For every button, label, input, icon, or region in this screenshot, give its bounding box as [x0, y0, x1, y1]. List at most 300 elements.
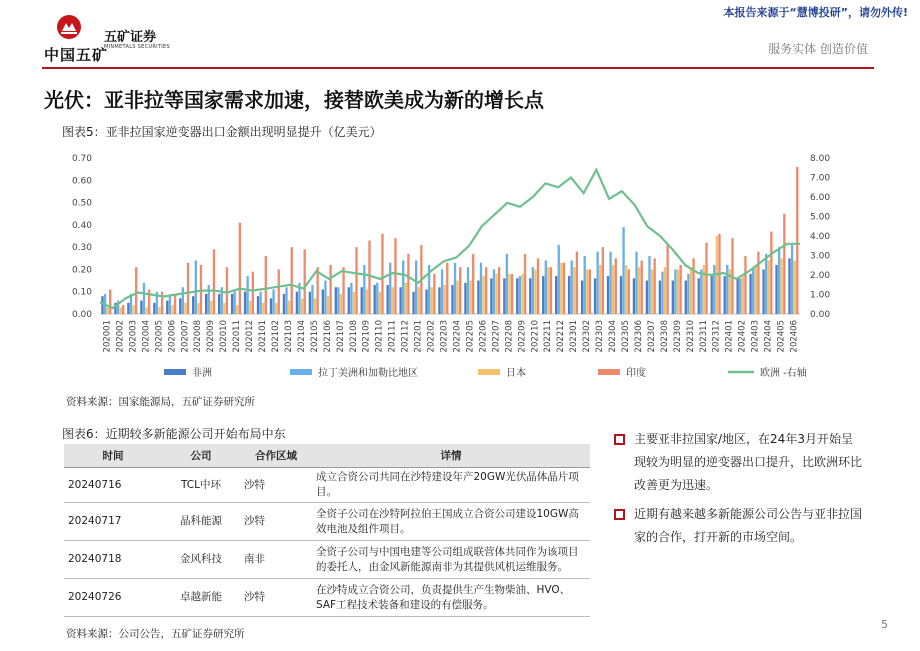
bullet-text: 近期有越来越多新能源公司公告与亚非拉国家的合作，打开新的市场空间。	[634, 507, 863, 544]
x-tick-label: 202312	[711, 320, 722, 353]
y2-tick-label: 1.00	[810, 290, 831, 301]
bar-1	[441, 269, 443, 314]
bar-2	[340, 294, 342, 314]
company-logo	[42, 14, 172, 66]
bar-1	[558, 245, 560, 314]
table-header-row	[64, 444, 590, 468]
bar-0	[361, 287, 363, 314]
bar-3	[381, 234, 383, 314]
legend-swatch	[290, 369, 312, 375]
x-tick-label: 202401	[724, 320, 735, 353]
bar-0	[309, 292, 311, 314]
bar-3	[407, 254, 409, 314]
bar-2	[327, 296, 329, 314]
bar-0	[685, 281, 687, 314]
cell-detail: 全资子公司在沙特阿拉伯王国成立合资公司建设10GW高效电池及组件项目。	[312, 503, 590, 541]
bar-3	[654, 258, 656, 314]
y2-tick-label: 3.00	[810, 251, 831, 262]
bar-0	[646, 281, 648, 314]
bar-2	[586, 269, 588, 314]
bar-0	[568, 276, 570, 314]
page-title: 光伏：亚非拉等国家需求加速，接替欧美成为新的增长点	[44, 88, 544, 112]
bar-3	[291, 247, 293, 314]
bar-3	[692, 258, 694, 314]
bar-0	[749, 274, 751, 314]
x-tick-label: 202210	[530, 320, 541, 353]
bar-2	[158, 307, 160, 314]
bar-1	[765, 254, 767, 314]
bar-1	[571, 261, 573, 314]
bar-2	[366, 289, 368, 314]
bar-1	[454, 263, 456, 314]
x-tick-label: 202003	[128, 320, 139, 353]
square-bullet-icon	[614, 509, 625, 520]
bar-1	[584, 256, 586, 314]
x-tick-label: 202308	[659, 320, 670, 353]
x-tick-label: 202302	[582, 320, 593, 353]
bar-1	[182, 287, 184, 314]
legend-label: 印度	[626, 368, 646, 379]
figure5-source: 资料来源：国家能源局，五矿证券研究所	[66, 396, 255, 408]
bar-3	[783, 214, 785, 314]
x-tick-label: 202309	[672, 320, 683, 353]
bar-2	[171, 305, 173, 314]
bar-1	[311, 285, 313, 314]
bar-0	[775, 265, 777, 314]
bar-2	[275, 303, 277, 314]
bar-1	[169, 296, 171, 314]
bar-1	[700, 269, 702, 314]
bar-1	[778, 247, 780, 314]
bar-0	[244, 292, 246, 314]
x-tick-label: 202105	[309, 320, 320, 353]
bar-2	[184, 303, 186, 314]
y2-tick-label: 0.00	[810, 310, 831, 320]
bar-2	[106, 307, 108, 314]
x-tick-label: 202207	[491, 320, 502, 353]
x-tick-label: 202311	[698, 320, 709, 353]
bar-0	[490, 278, 492, 314]
bar-3	[226, 267, 228, 314]
y-tick-label: 0.20	[71, 265, 92, 276]
bar-0	[451, 285, 453, 314]
bar-0	[140, 301, 142, 314]
bar-3	[602, 247, 604, 314]
bar-3	[316, 267, 318, 314]
bar-1	[480, 263, 482, 314]
bar-2	[625, 265, 627, 314]
x-tick-label: 202206	[478, 320, 489, 353]
x-tick-label: 202303	[595, 320, 606, 353]
bar-0	[477, 281, 479, 314]
bar-2	[262, 303, 264, 314]
brand-english-name: MINMETALS SECURITIES	[104, 44, 170, 50]
bar-3	[135, 267, 137, 314]
bar-3	[200, 265, 202, 314]
x-tick-label: 202006	[167, 320, 178, 353]
bar-1	[363, 265, 365, 314]
bar-1	[272, 289, 274, 314]
bar-1	[376, 283, 378, 314]
y-tick-label: 0.30	[71, 243, 92, 254]
x-tick-label: 202212	[556, 320, 567, 353]
bar-2	[223, 303, 225, 314]
cell-detail: 在沙特成立合资公司，负责提供生产生物柴油、HVO、SAF工程技术装备和建设的有偿服务。	[312, 579, 590, 617]
bullet-point	[612, 503, 862, 549]
bar-3	[304, 249, 306, 314]
col-header-company: 公司	[162, 444, 240, 468]
x-tick-label: 202404	[763, 320, 774, 353]
bar-1	[234, 292, 236, 314]
bar-0	[374, 285, 376, 314]
x-tick-label: 202211	[543, 320, 554, 353]
table-row	[64, 468, 590, 503]
bar-0	[270, 298, 272, 314]
cell-company: 晶科能源	[162, 503, 240, 541]
bar-0	[296, 292, 298, 314]
bar-0	[179, 298, 181, 314]
x-tick-label: 202305	[621, 320, 631, 353]
bar-0	[322, 289, 324, 314]
cell-detail: 成立合资公司共同在沙特建设年产20GW光伏晶体晶片项目。	[312, 468, 590, 503]
page-number: 5	[881, 618, 888, 631]
bar-3	[187, 263, 189, 314]
bar-0	[425, 289, 427, 314]
bar-2	[664, 267, 666, 314]
bar-0	[672, 281, 674, 314]
bar-0	[555, 276, 557, 314]
square-bullet-icon	[614, 434, 625, 445]
bar-3	[744, 256, 746, 314]
x-tick-label: 202106	[322, 320, 333, 353]
y-tick-label: 0.50	[71, 198, 92, 209]
bar-0	[581, 281, 583, 314]
bar-3	[679, 265, 681, 314]
bar-0	[335, 287, 337, 314]
x-tick-label: 202310	[685, 320, 696, 353]
bar-1	[415, 261, 417, 314]
bar-0	[529, 278, 531, 314]
bar-1	[674, 269, 676, 314]
y-tick-label: 0.00	[71, 310, 92, 320]
x-tick-label: 202010	[219, 320, 230, 353]
bar-3	[174, 294, 176, 314]
x-tick-label: 202004	[141, 320, 152, 353]
x-tick-label: 202007	[180, 320, 191, 353]
inverter-export-chart	[60, 146, 831, 388]
x-tick-label: 202301	[569, 320, 580, 353]
legend-swatch	[478, 369, 500, 375]
logo-chinese-text: 中国五矿	[44, 46, 109, 64]
bar-1	[506, 254, 508, 314]
europe-line	[100, 170, 800, 308]
bar-1	[493, 269, 495, 314]
cell-time: 20240716	[64, 468, 162, 503]
bar-3	[589, 269, 591, 314]
bar-2	[651, 269, 653, 314]
bar-2	[560, 263, 562, 314]
bar-0	[736, 278, 738, 314]
x-tick-label: 202012	[245, 320, 256, 353]
legend-swatch	[164, 369, 186, 375]
col-header-region: 合作区域	[240, 444, 312, 468]
bar-2	[612, 265, 614, 314]
bar-2	[573, 267, 575, 314]
bar-1	[143, 283, 145, 314]
x-tick-label: 202203	[439, 320, 450, 353]
bar-1	[402, 261, 404, 314]
bar-1	[609, 252, 611, 314]
bar-0	[464, 283, 466, 314]
bar-0	[412, 292, 414, 314]
bar-2	[742, 276, 744, 314]
x-tick-label: 202112	[400, 320, 411, 353]
bar-1	[337, 287, 339, 314]
bar-0	[698, 278, 700, 314]
bar-0	[257, 296, 259, 314]
bullet-text: 主要亚非拉国家/地区，在24年3月开始呈现较为明显的逆变器出口提升，比欧洲环比改善更为迅速。	[634, 432, 863, 492]
bar-2	[547, 267, 549, 314]
bar-2	[794, 261, 796, 314]
bar-2	[119, 307, 121, 314]
bar-0	[788, 258, 790, 314]
bar-2	[249, 301, 251, 314]
bar-3	[368, 240, 370, 314]
bar-1	[739, 278, 741, 314]
bar-2	[599, 265, 601, 314]
bar-0	[348, 287, 350, 314]
bar-2	[418, 287, 420, 314]
x-tick-label: 202104	[296, 320, 307, 353]
x-tick-label: 202108	[348, 320, 359, 353]
bar-1	[246, 276, 248, 314]
table-row	[64, 503, 590, 541]
cell-time: 20240718	[64, 541, 162, 579]
bar-0	[386, 285, 388, 314]
cell-company: 卓越新能	[162, 579, 240, 617]
bar-1	[622, 227, 624, 314]
bar-3	[563, 263, 565, 314]
bar-0	[166, 301, 168, 314]
cell-region: 沙特	[240, 579, 312, 617]
bar-2	[638, 267, 640, 314]
x-tick-label: 202403	[750, 320, 761, 353]
bar-1	[635, 252, 637, 314]
bar-3	[394, 238, 396, 314]
bar-2	[690, 267, 692, 314]
bar-2	[132, 305, 134, 314]
x-tick-label: 202005	[154, 320, 165, 353]
x-tick-label: 202110	[374, 320, 385, 353]
y-tick-label: 0.60	[71, 176, 92, 187]
legend-label: 拉丁美洲和加勒比地区	[318, 368, 418, 379]
x-tick-label: 202111	[387, 320, 398, 353]
x-tick-label: 202001	[102, 320, 113, 353]
bar-1	[532, 267, 534, 314]
x-tick-label: 202109	[361, 320, 372, 353]
y2-tick-label: 4.00	[810, 232, 831, 242]
bar-3	[796, 167, 798, 314]
bar-2	[469, 281, 471, 314]
bar-0	[516, 278, 518, 314]
bar-1	[519, 276, 521, 314]
bar-0	[231, 294, 233, 314]
bar-3	[472, 254, 474, 314]
x-tick-label: 202406	[789, 320, 800, 353]
bar-0	[762, 269, 764, 314]
bar-1	[752, 267, 754, 314]
cell-company: TCL中环	[162, 468, 240, 503]
bar-0	[503, 278, 505, 314]
bar-2	[456, 281, 458, 314]
col-header-detail: 详情	[312, 444, 590, 468]
x-tick-label: 202306	[633, 320, 644, 353]
y2-tick-label: 5.00	[810, 212, 831, 223]
bar-2	[444, 285, 446, 314]
bar-0	[438, 287, 440, 314]
bar-0	[283, 294, 285, 314]
figure5-caption: 图表5：亚非拉国家逆变器出口金额出现明显提升（亿美元）	[62, 125, 382, 139]
bar-2	[301, 298, 303, 314]
bar-3	[537, 258, 539, 314]
bar-0	[399, 287, 401, 314]
bar-1	[791, 245, 793, 314]
bar-2	[781, 258, 783, 314]
bar-3	[342, 267, 344, 314]
legend-label: 非洲	[192, 368, 212, 379]
figure6-caption: 图表6：近期较多新能源公司开始布局中东	[62, 427, 286, 441]
bar-0	[218, 294, 220, 314]
x-tick-label: 202011	[232, 320, 243, 353]
bar-3	[252, 272, 254, 314]
bar-1	[324, 281, 326, 314]
bar-2	[210, 301, 212, 314]
bar-1	[687, 274, 689, 314]
bar-3	[109, 289, 111, 314]
x-tick-label: 202204	[452, 320, 463, 353]
y-tick-label: 0.70	[71, 154, 92, 164]
bar-2	[145, 307, 147, 314]
bar-1	[195, 261, 197, 314]
y-tick-label: 0.40	[71, 220, 92, 231]
bar-2	[236, 305, 238, 314]
bar-0	[205, 294, 207, 314]
legend-label: 日本	[506, 368, 526, 379]
bar-3	[615, 258, 617, 314]
x-tick-label: 202103	[283, 320, 294, 353]
bar-2	[495, 274, 497, 314]
bar-1	[259, 292, 261, 314]
bar-3	[705, 243, 707, 314]
bar-0	[542, 276, 544, 314]
bar-0	[711, 274, 713, 314]
bar-1	[661, 272, 663, 314]
source-notice: 本报告来源于“慧博投研”，请勿外传!	[723, 6, 908, 19]
x-tick-label: 202405	[776, 320, 787, 353]
bar-2	[392, 287, 394, 314]
header-divider	[42, 67, 874, 69]
cell-time: 20240726	[64, 579, 162, 617]
legend-swatch	[598, 369, 620, 375]
y2-tick-label: 7.00	[810, 173, 831, 184]
x-tick-label: 202008	[193, 320, 204, 353]
bar-3	[641, 261, 643, 314]
x-tick-label: 202208	[504, 320, 515, 353]
table-row	[64, 579, 590, 617]
x-tick-label: 202205	[465, 320, 476, 353]
y2-tick-label: 2.00	[810, 271, 831, 281]
bar-3	[770, 232, 772, 314]
bar-2	[482, 276, 484, 314]
bar-1	[285, 287, 287, 314]
bar-1	[350, 283, 352, 314]
cell-company: 金风科技	[162, 541, 240, 579]
bar-2	[288, 301, 290, 314]
bar-2	[197, 303, 199, 314]
bar-2	[314, 298, 316, 314]
y-tick-label: 0.10	[71, 287, 92, 298]
bar-2	[755, 265, 757, 314]
key-points	[612, 428, 862, 555]
bar-0	[192, 296, 194, 314]
bar-0	[101, 296, 103, 314]
bar-0	[659, 281, 661, 314]
bar-0	[153, 303, 155, 314]
cell-region: 南非	[240, 541, 312, 579]
brand-name: 五矿证券	[104, 30, 157, 45]
bar-0	[620, 276, 622, 314]
x-tick-label: 202107	[335, 320, 346, 353]
bar-0	[127, 303, 129, 314]
bar-3	[524, 254, 526, 314]
bar-3	[239, 223, 241, 314]
bar-2	[405, 283, 407, 314]
x-tick-label: 202101	[258, 320, 269, 353]
bar-3	[213, 249, 215, 314]
bar-3	[446, 263, 448, 314]
cell-time: 20240717	[64, 503, 162, 541]
bar-3	[576, 252, 578, 314]
x-tick-label: 202202	[426, 320, 437, 353]
x-tick-label: 202201	[413, 320, 424, 353]
bar-1	[545, 261, 547, 314]
x-tick-label: 202307	[646, 320, 657, 353]
bar-2	[703, 265, 705, 314]
bar-1	[208, 285, 210, 314]
bar-2	[379, 292, 381, 314]
bar-3	[433, 274, 435, 314]
cell-region: 沙特	[240, 503, 312, 541]
minmetals-emblem-icon	[56, 14, 82, 40]
x-tick-label: 202209	[517, 320, 528, 353]
bar-3	[329, 265, 331, 314]
bar-0	[607, 276, 609, 314]
cell-region: 沙特	[240, 468, 312, 503]
x-tick-label: 202002	[115, 320, 126, 353]
figure6-source: 资料来源：公司公告，五矿证券研究所	[66, 628, 245, 640]
bar-3	[122, 305, 124, 314]
bar-3	[459, 267, 461, 314]
bar-2	[353, 292, 355, 314]
cell-detail: 全资子公司与中国电建等公司组成联营体共同作为该项目的委托人，由金风新能源南非为其提供风机运维服务。	[312, 541, 590, 579]
bar-2	[431, 287, 433, 314]
bar-3	[511, 274, 513, 314]
bar-3	[265, 256, 267, 314]
y2-tick-label: 6.00	[810, 193, 831, 203]
legend-label: 欧洲 -右轴	[760, 368, 807, 379]
bar-2	[534, 269, 536, 314]
y2-tick-label: 8.00	[810, 154, 831, 164]
